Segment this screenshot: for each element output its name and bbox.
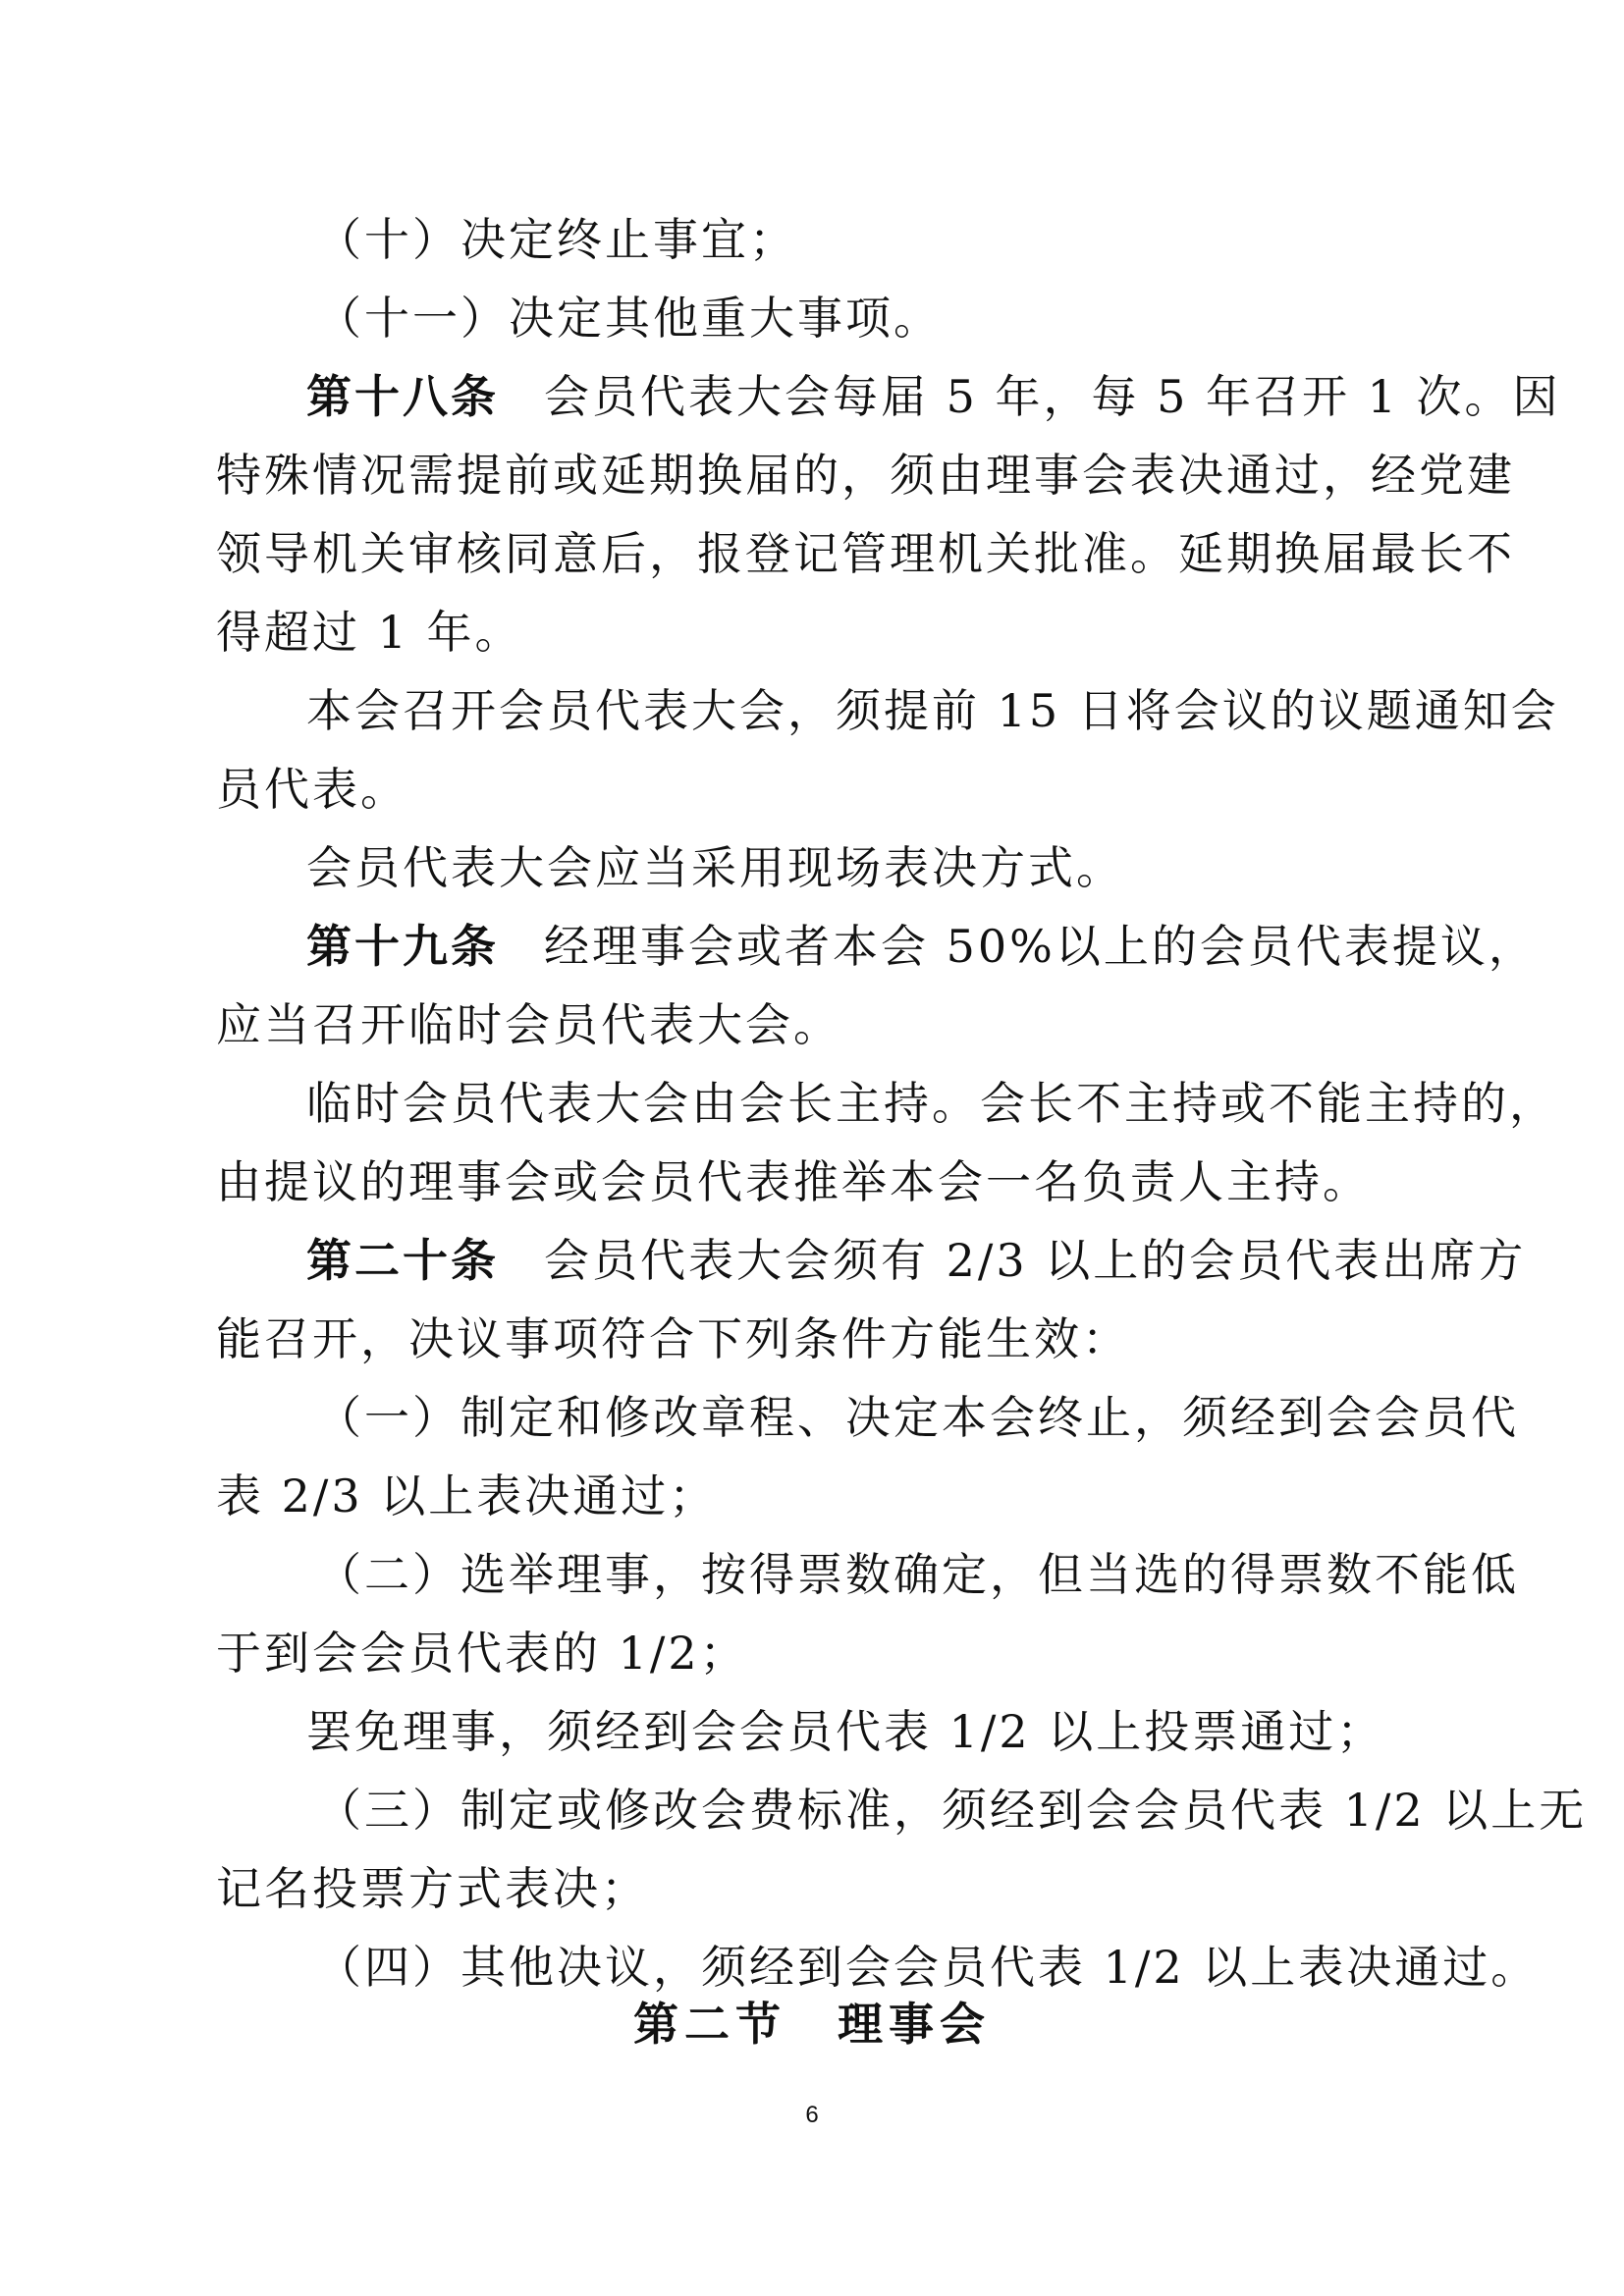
article-19-text-2: 应当召开临时会员代表大会。 [216, 998, 841, 1051]
article-18-text-2: 特殊情况需提前或延期换届的，须由理事会表决通过，经党建 [216, 449, 1515, 502]
article-18-para2-line2: 员代表。 [216, 763, 408, 816]
article-20-cond1-line1: （一）制定和修改章程、决定本会终止，须经到会会员代 [316, 1391, 1519, 1444]
article-20-cond2-line1: （二）选举理事，按得票数确定，但当选的得票数不能低 [316, 1548, 1519, 1601]
article-18-text-1: 会员代表大会每届 5 年，每 5 年召开 1 次。因 [544, 370, 1561, 423]
page-number: 6 [805, 2102, 819, 2128]
article-20-cond2-extra: 罢免理事，须经到会会员代表 1/2 以上投票通过； [306, 1705, 1385, 1758]
article-20-cond4: （四）其他决议，须经到会会员代表 1/2 以上表决通过。 [316, 1941, 1540, 1994]
article-20-text-1: 会员代表大会须有 2/3 以上的会员代表出席方 [544, 1234, 1527, 1287]
article-20-first-line [306, 1231, 1527, 1290]
article-19-label: 第十九条 [306, 920, 499, 973]
article-18-first-line [306, 367, 1561, 426]
article-18-text-3: 领导机关审核同意后，报登记管理机关批准。延期换届最长不 [216, 527, 1515, 580]
article-20-cond3-line1: （三）制定或修改会费标准，须经到会会员代表 1/2 以上无 [316, 1784, 1588, 1837]
article-20-cond3-line2: 记名投票方式表决； [216, 1862, 649, 1915]
article-18-label: 第十八条 [306, 370, 499, 423]
article-18-text-4: 得超过 1 年。 [216, 606, 523, 659]
item-10: （十）决定终止事宜； [316, 213, 797, 266]
article-20-label: 第二十条 [306, 1234, 499, 1287]
article-18-para2-line1: 本会召开会员代表大会，须提前 15 日将会议的议题通知会 [306, 684, 1559, 737]
article-18-para3: 会员代表大会应当采用现场表决方式。 [306, 841, 1124, 894]
article-20-text-2: 能召开，决议事项符合下列条件方能生效： [216, 1312, 1130, 1365]
article-20-cond1-line2: 表 2/3 以上表决通过； [216, 1469, 718, 1522]
section-heading: 第二节 理事会 [633, 1998, 991, 2051]
item-11: （十一）决定其他重大事项。 [316, 292, 942, 345]
article-19-para2-line1: 临时会员代表大会由会长主持。会长不主持或不能主持的， [306, 1077, 1557, 1130]
article-19-text-1: 经理事会或者本会 50%以上的会员代表提议， [544, 920, 1537, 973]
article-19-para2-line2: 由提议的理事会或会员代表推举本会一名负责人主持。 [216, 1155, 1371, 1208]
article-19-first-line [306, 917, 1537, 976]
article-20-cond2-line2: 于到会会员代表的 1/2； [216, 1627, 748, 1680]
